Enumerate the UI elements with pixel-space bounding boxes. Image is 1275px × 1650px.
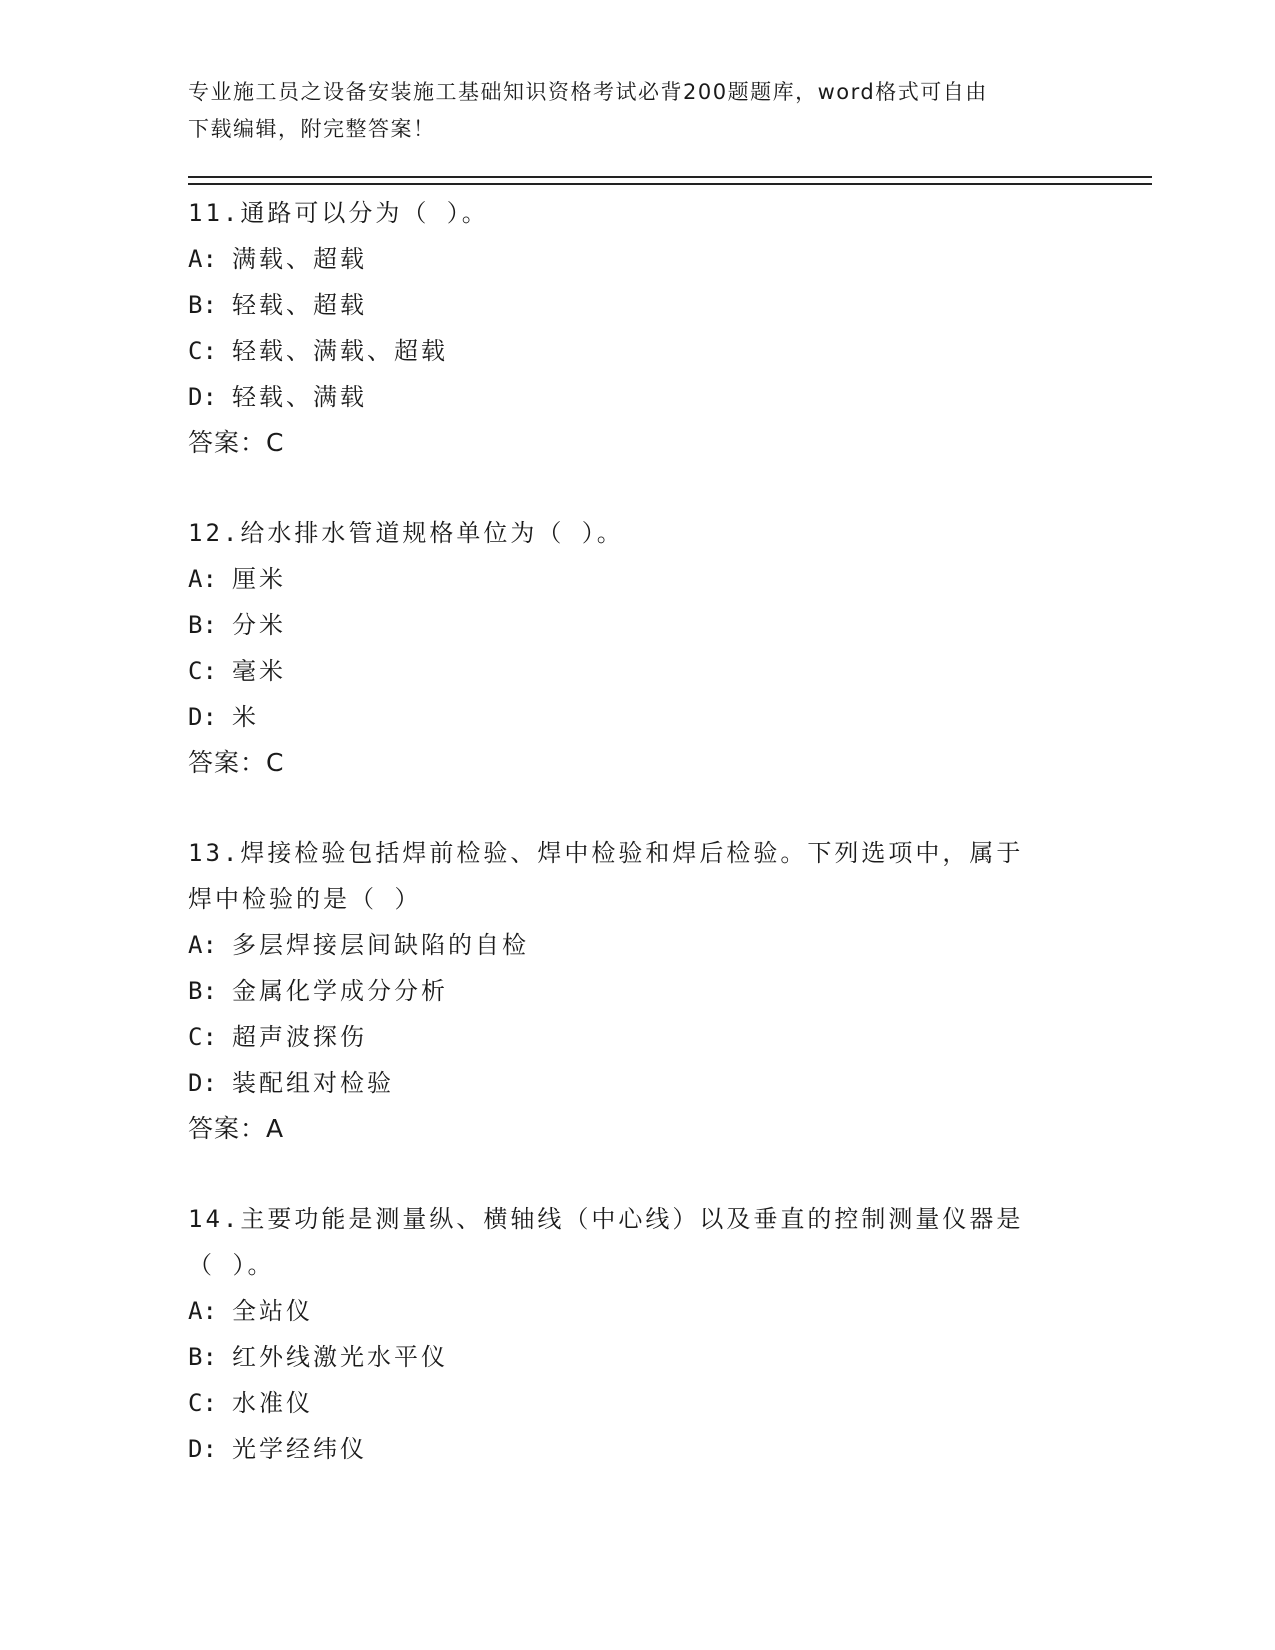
option-a xyxy=(188,922,1088,968)
question-stem-line-1: 14.主要功能是测量纵、横轴线（中心线）以及垂直的控制测量仪器是 xyxy=(188,1205,1024,1233)
option-text: 毫米 xyxy=(232,657,286,685)
option-c xyxy=(188,1014,1088,1060)
question-13 xyxy=(188,830,1088,1152)
option-b xyxy=(188,1334,1088,1380)
header-line-1: 专业施工员之设备安装施工基础知识资格考试必背200题题库，word格式可自由 xyxy=(188,80,988,104)
option-letter: B: xyxy=(188,291,217,319)
option-letter: C: xyxy=(188,1023,217,1051)
option-letter: B: xyxy=(188,977,217,1005)
question-11 xyxy=(188,190,1088,466)
option-d xyxy=(188,374,1088,420)
option-b xyxy=(188,282,1088,328)
answer-line: 答案：C xyxy=(188,428,285,457)
option-d xyxy=(188,694,1088,740)
option-letter: A: xyxy=(188,1297,217,1325)
question-stem-line-1: 13.焊接检验包括焊前检验、焊中检验和焊后检验。下列选项中，属于 xyxy=(188,839,1024,867)
question-stem: 12.给水排水管道规格单位为（ ）。 xyxy=(188,519,624,547)
option-text: 厘米 xyxy=(232,565,286,593)
option-text: 轻载、超载 xyxy=(232,291,367,319)
option-a xyxy=(188,556,1088,602)
option-letter: C: xyxy=(188,337,217,365)
question-stem-line-2: 焊中检验的是（ ） xyxy=(188,885,422,913)
option-letter: A: xyxy=(188,565,217,593)
answer-line: 答案：C xyxy=(188,748,285,777)
option-letter: D: xyxy=(188,1069,217,1097)
option-text: 超声波探伤 xyxy=(232,1023,367,1051)
option-text: 光学经纬仪 xyxy=(232,1435,367,1463)
option-letter: C: xyxy=(188,1389,217,1417)
option-text: 多层焊接层间缺陷的自检 xyxy=(232,931,529,959)
option-letter: C: xyxy=(188,657,217,685)
option-letter: D: xyxy=(188,1435,217,1463)
header-divider-bottom xyxy=(188,183,1152,185)
option-text: 分米 xyxy=(232,611,286,639)
option-a xyxy=(188,1288,1088,1334)
option-text: 水准仪 xyxy=(232,1389,313,1417)
option-c xyxy=(188,648,1088,694)
option-letter: A: xyxy=(188,245,217,273)
option-letter: B: xyxy=(188,611,217,639)
option-c xyxy=(188,328,1088,374)
option-text: 满载、超载 xyxy=(232,245,367,273)
option-text: 红外线激光水平仪 xyxy=(232,1343,448,1371)
question-stem-line-2: （ ）。 xyxy=(188,1251,275,1279)
question-list xyxy=(188,190,1088,1516)
answer-line: 答案：A xyxy=(188,1114,285,1143)
option-d xyxy=(188,1426,1088,1472)
option-text: 轻载、满载、超载 xyxy=(232,337,448,365)
option-letter: B: xyxy=(188,1343,217,1371)
option-c xyxy=(188,1380,1088,1426)
option-text: 轻载、满载 xyxy=(232,383,367,411)
option-text: 金属化学成分分析 xyxy=(232,977,448,1005)
question-14 xyxy=(188,1196,1088,1472)
header-divider-top xyxy=(188,176,1152,178)
option-b xyxy=(188,968,1088,1014)
option-letter: D: xyxy=(188,703,217,731)
option-b xyxy=(188,602,1088,648)
option-text: 全站仪 xyxy=(232,1297,313,1325)
question-12 xyxy=(188,510,1088,786)
header-line-2: 下载编辑，附完整答案！ xyxy=(188,117,436,141)
option-letter: D: xyxy=(188,383,217,411)
question-stem: 11.通路可以分为（ ）。 xyxy=(188,199,489,227)
option-d xyxy=(188,1060,1088,1106)
option-a xyxy=(188,236,1088,282)
option-letter: A: xyxy=(188,931,217,959)
option-text: 米 xyxy=(232,703,259,731)
document-header xyxy=(188,74,1088,148)
option-text: 装配组对检验 xyxy=(232,1069,394,1097)
